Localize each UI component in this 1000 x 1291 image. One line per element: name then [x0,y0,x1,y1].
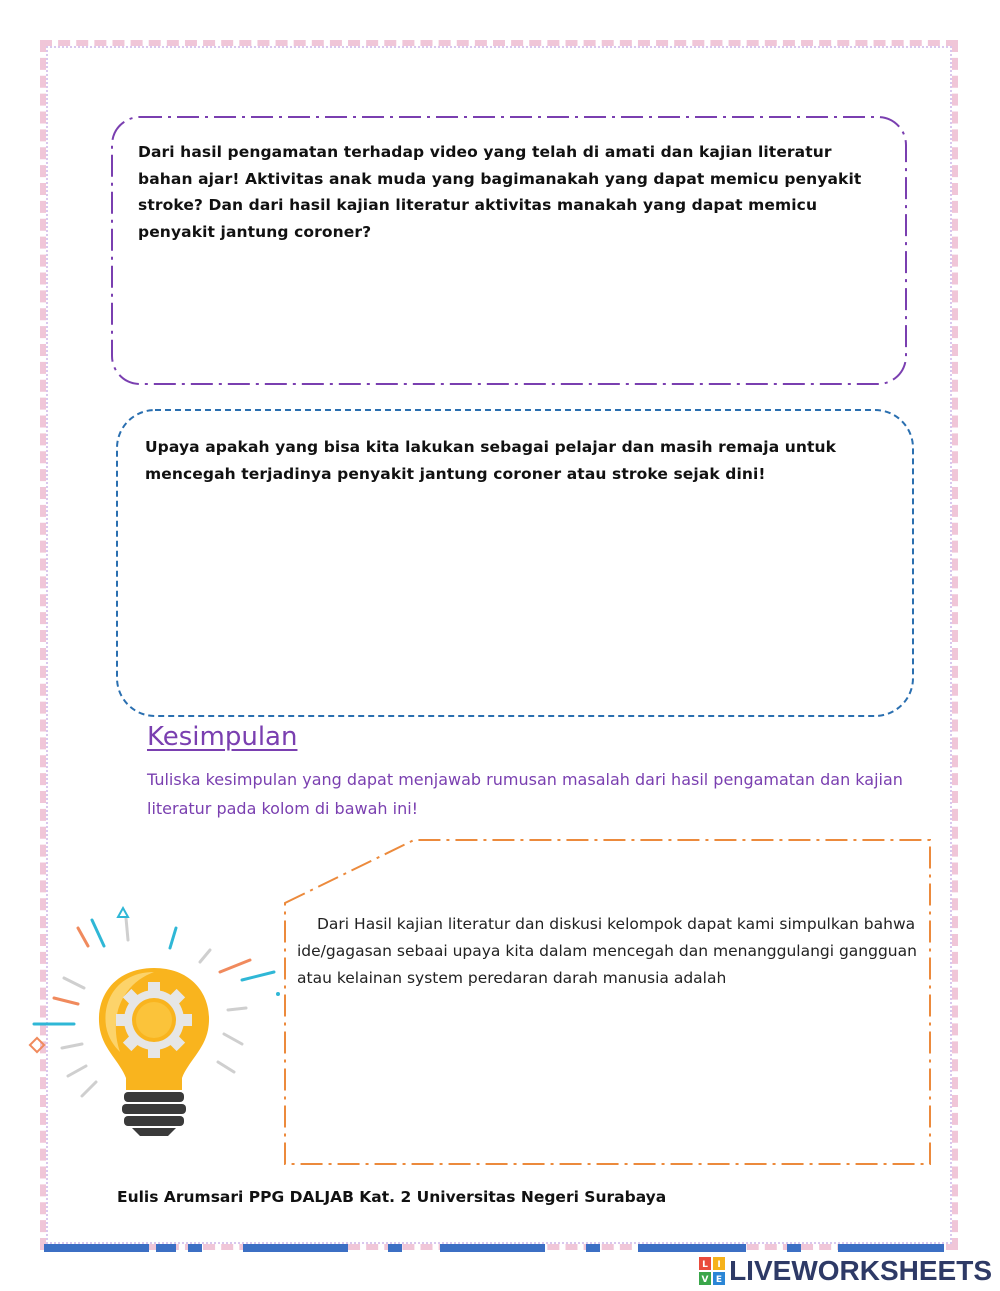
conclusion-heading: Kesimpulan [147,722,298,752]
lightbulb-gear-icon [28,900,288,1140]
liveworksheets-badge-icon [699,1257,725,1285]
badge-letter: L [702,1260,708,1270]
conclusion-answer-text: Dari Hasil kajian literatur dan diskusi kelompok dapat kami simpulkan bahwa ide/gagasan sebaai upaya kita dalam mencegah dan menanggulangi gangguan atau kelainan system peredaran darah manusia adalah [297,915,917,987]
liveworksheets-logo-text[interactable]: LIVEWORKSHEETS [729,1255,992,1286]
bottom-decorative-bar [44,1244,944,1252]
question-2-text: Upaya apakah yang bisa kita lakukan sebagai pelajar dan masih remaja untuk mencegah terjadinya penyakit jantung coroner atau stroke sejak dini! [145,438,837,483]
conclusion-instruction: Tuliska kesimpulan yang dapat menjawab rumusan masalah dari hasil pengamatan dan kajian literatur pada kolom di bawah ini! [147,770,903,818]
author-footer: Eulis Arumsari PPG DALJAB Kat. 2 Universitas Negeri Surabaya [117,1188,667,1206]
badge-letter: E [716,1275,723,1285]
liveworksheets-logo [699,1255,992,1287]
question-1-text: Dari hasil pengamatan terhadap video yang telah di amati dan kajian literatur bahan ajar! Aktivitas anak muda yang bagimanakah yang dapat memicu penyakit stroke? Dan dari hasil kajian literatur aktivitas manakah yang dapat memicu penyakit jantung coroner? [138,143,862,241]
badge-letter: V [701,1275,709,1285]
badge-letter: I [717,1260,721,1270]
conclusion-answer-frame [285,840,930,1164]
